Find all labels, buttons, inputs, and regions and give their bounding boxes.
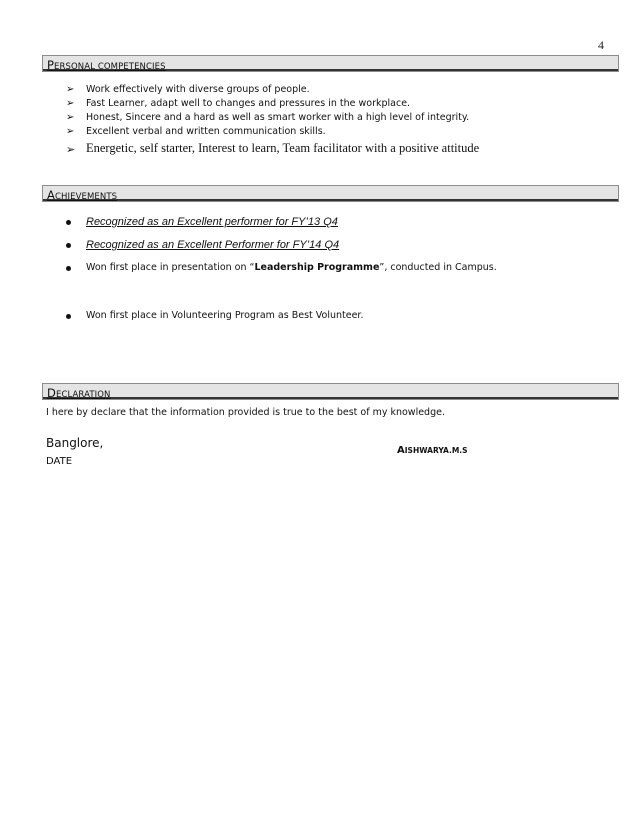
- dot-bullet-icon: [66, 243, 71, 248]
- date-label: DATE: [46, 456, 73, 467]
- section-header-achievements: [42, 185, 619, 202]
- section-header-declaration: [42, 383, 619, 400]
- arrow-bullet-icon: ➢: [66, 98, 75, 109]
- signatory-name: AISHWARYA.M.S: [397, 445, 468, 456]
- list-item: Won first place in presentation on “Leadership Programme”, conducted in Campus.: [66, 258, 497, 278]
- dot-bullet-icon: [66, 314, 71, 319]
- arrow-bullet-icon: ➢: [66, 126, 75, 137]
- declaration-statement: I here by declare that the information provided is true to the best of my knowledge.: [46, 407, 445, 418]
- competencies-list: [66, 83, 479, 157]
- list-item: ➢ Fast Learner, adapt well to changes and pressures in the workplace.: [66, 98, 411, 109]
- list-item: ➢ Work effectively with diverse groups of people.: [66, 84, 310, 95]
- section-header-personal-competencies: [42, 55, 619, 72]
- place: Banglore,: [46, 436, 104, 450]
- dot-bullet-icon: [66, 266, 71, 271]
- bold-text: Leadership Programme: [254, 262, 380, 273]
- list-item: Recognized as an Excellent performer for FY’13 Q4: [66, 212, 497, 232]
- arrow-bullet-icon: ➢: [66, 84, 75, 95]
- section-title: DECLARATION: [47, 386, 111, 400]
- list-item: Won first place in Volunteering Program as Best Volunteer.: [66, 306, 497, 326]
- list-item: ➢ Honest, Sincere and a hard as well as smart worker with a high level of integrity.: [66, 112, 470, 123]
- achievements-list: [66, 212, 497, 326]
- dot-bullet-icon: [66, 220, 71, 225]
- list-item: ➢ Energetic, self starter, Interest to learn, Team facilitator with a positive attitude: [66, 139, 479, 157]
- arrow-bullet-icon: ➢: [66, 144, 76, 156]
- arrow-bullet-icon: ➢: [66, 112, 75, 123]
- section-title: ACHIEVEMENTS: [47, 188, 118, 202]
- section-title: PERSONAL COMPETENCIES: [47, 58, 166, 72]
- page-number: 4: [598, 38, 604, 52]
- list-item: ➢ Excellent verbal and written communication skills.: [66, 126, 326, 137]
- list-item: Recognized as an Excellent Performer for FY’14 Q4: [66, 235, 497, 255]
